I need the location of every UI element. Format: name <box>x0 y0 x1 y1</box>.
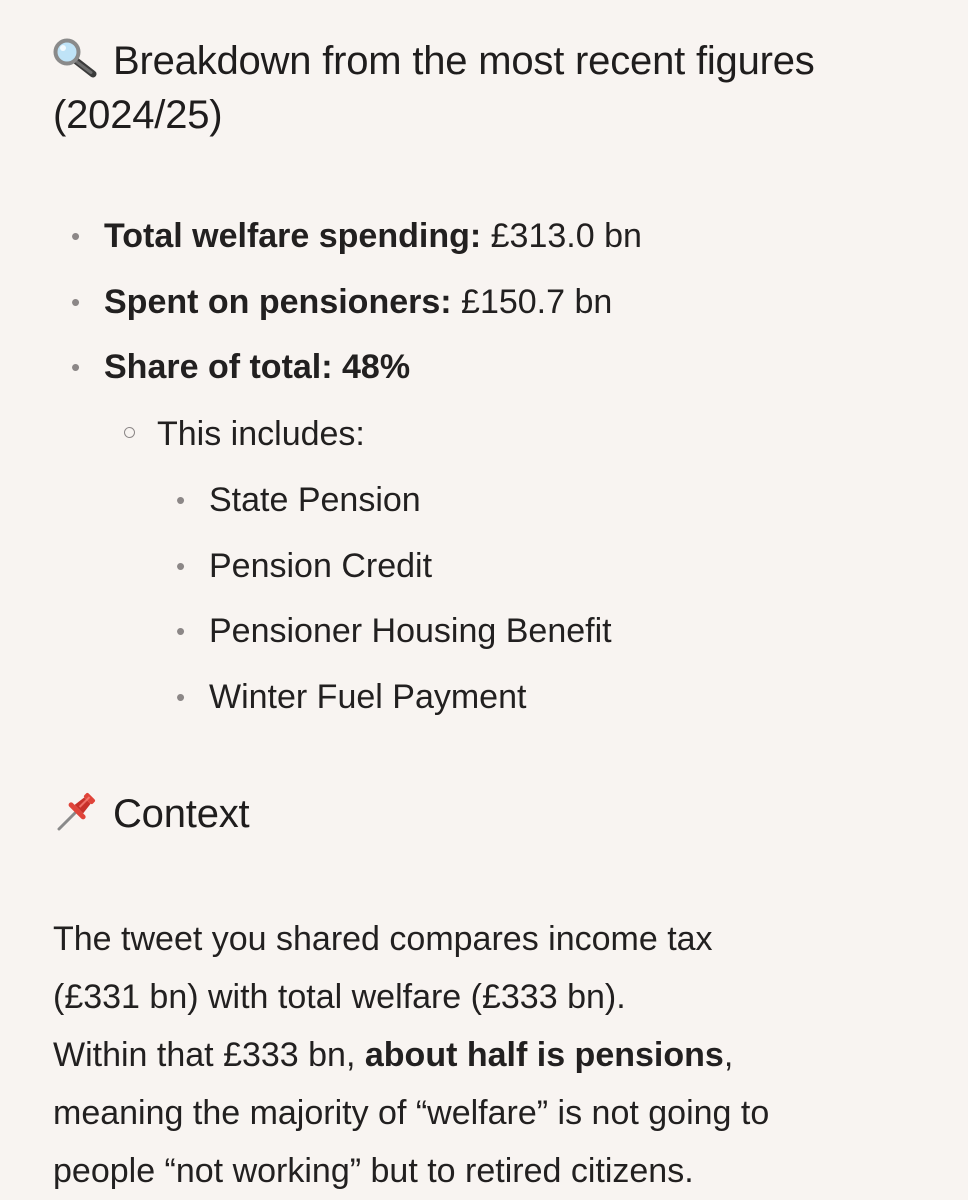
paragraph-text: , <box>723 1036 734 1074</box>
stat-value: £150.7 bn <box>461 283 613 321</box>
stat-total-welfare <box>104 216 642 256</box>
include-item: Winter Fuel Payment <box>209 678 527 716</box>
bullet-dot: • <box>71 221 81 251</box>
magnifying-glass-icon <box>53 38 99 78</box>
pushpin-icon <box>53 791 99 831</box>
breakdown-heading-text: Breakdown from the most recent figures (2024/25) <box>53 39 815 137</box>
bullet-dot: • <box>176 682 186 712</box>
breakdown-heading <box>53 34 933 142</box>
paragraph-line: (£331 bn) with total welfare (£333 bn). <box>53 978 626 1016</box>
context-heading <box>53 787 249 841</box>
paragraph-line <box>53 1036 733 1074</box>
bullet-dot: • <box>176 616 186 646</box>
stat-pensioners <box>104 282 612 322</box>
context-paragraph <box>53 910 943 1200</box>
paragraph-bold: about half is pensions <box>364 1036 724 1074</box>
paragraph-text: Within that £333 bn, <box>53 1036 365 1074</box>
bullet-ring <box>124 427 135 438</box>
include-item: Pensioner Housing Benefit <box>209 612 612 650</box>
bullet-dot: • <box>176 551 186 581</box>
stat-label: Share of total: 48% <box>104 348 411 386</box>
bullet-dot: • <box>176 485 186 515</box>
stat-value: £313.0 bn <box>490 217 642 255</box>
bullet-dot: • <box>71 287 81 317</box>
context-heading-text: Context <box>113 792 250 836</box>
include-item: Pension Credit <box>209 547 433 585</box>
paragraph-line: The tweet you shared compares income tax <box>53 920 713 958</box>
stat-label: Spent on pensioners: <box>104 283 452 321</box>
stat-share <box>104 347 410 387</box>
paragraph-line: meaning the majority of “welfare” is not going to <box>53 1094 770 1132</box>
bullet-dot: • <box>71 352 81 382</box>
includes-label: This includes: <box>157 415 365 453</box>
include-item: State Pension <box>209 481 421 519</box>
stat-label: Total welfare spending: <box>104 217 482 255</box>
paragraph-line: people “not working” but to retired citizens. <box>53 1152 694 1190</box>
